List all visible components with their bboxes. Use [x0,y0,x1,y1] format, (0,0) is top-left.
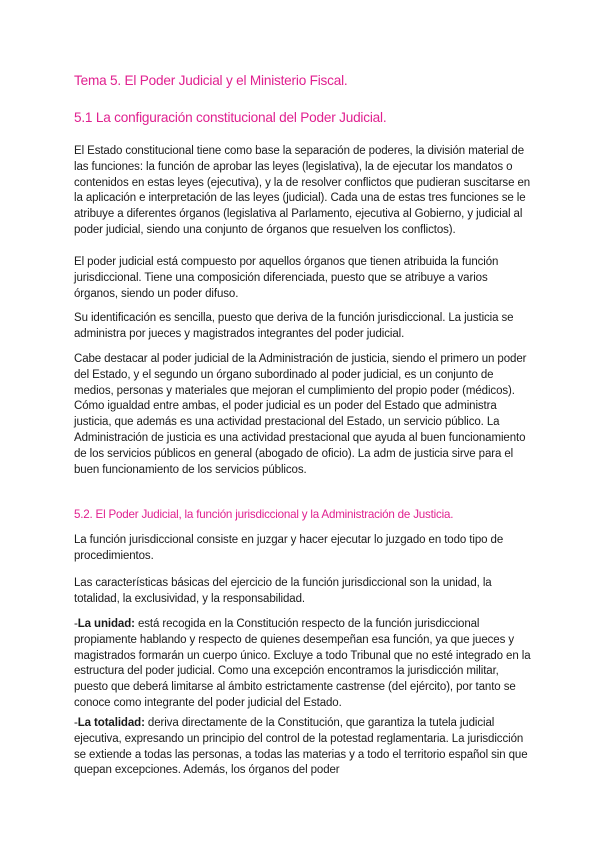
paragraph: El poder judicial está compuesto por aquellos órganos que tienen atribuida la función jurisdiccional. Tiene una composición diferenciada, puesto que se atribuye a varios órganos, siendo un poder difuso. [74,256,499,300]
paragraph: Su identificación es sencilla, puesto que deriva de la función jurisdiccional. La justicia se administra por jueces y magistrados integrantes del poder judicial. [74,312,514,340]
section-heading-5-2: 5.2. El Poder Judicial, la función jurisdiccional y la Administración de Justicia. [74,508,454,521]
document-title: Tema 5. El Poder Judicial y el Ministerio Fiscal. [74,73,348,88]
paragraph: La función jurisdiccional consiste en juzgar y hacer ejecutar lo juzgado en todo tipo de procedimientos. [74,534,504,562]
list-dash: - [74,618,78,630]
paragraph-totalidad [74,716,534,779]
term-text: deriva directamente de la Constitución, que garantiza la tutela judicial ejecutiva, expresando un principio del control de la potestad reglamentaria. La jurisdicción se extiende a todas las personas, a todas las materias y a todo el territorio español sin que quepan excepciones. Además, los órganos del poder [74,717,528,777]
paragraph: El Estado constitucional tiene como base la separación de poderes, la división material de las funciones: la función de aprobar las leyes (legislativa), la de ejecutar los mandatos o contenidos en estas leyes (ejecutiva), y la de resolver conflictos que pudieran suscitarse en la aplicación e interpretación de las leyes (judicial). Cada una de estas tres funciones se le atribuye a diferentes órganos (legislativa al Parlamento, ejecutiva al Gobierno, y judicial al poder judicial, siendo una conjunto de órganos que resuelven los conflictos). [74,145,531,236]
paragraph: Las características básicas del ejercicio de la función jurisdiccional son la unidad, la totalidad, la exclusividad, y la responsabilidad. [74,577,492,605]
list-dash: - [74,717,78,729]
term-label: La totalidad: [77,717,145,729]
term-label: La unidad: [77,618,135,630]
paragraph-unidad [74,617,534,712]
section-heading-5-1: 5.1 La configuración constitucional del Poder Judicial. [74,110,387,125]
term-text: está recogida en la Constitución respecto de la función jurisdiccional propiamente hablando y respecto de quienes desempeñan esa función, ya que jueces y magistrados formarán un cuerpo único. Excluye a todo Tribunal que no esté integrado en la estructura del poder judicial. Como una excepción encontramos la jurisdicción militar, puesto que deberá limitarse al ámbito estrictamente castrense (del ejército), por tanto se conoce como integrante del poder judicial del Estado. [74,618,531,709]
paragraph: Cabe destacar al poder judicial de la Administración de justicia, siendo el primero un poder del Estado, y el segundo un órgano subordinado al poder judicial, es un conjunto de medios, personas y materiales que mejoran el cumplimiento del propio poder (médicos). Cómo igualdad entre ambas, el poder judicial es un poder del Estado que administra justicia, que además es una actividad prestacional del Estado, un servicio público. La Administración de justicia es una actividad prestacional que ayuda al buen funcionamiento de los servicios públicos en general (abogado de oficio). La adm de justicia sirve para el buen funcionamiento de los servicios públicos. [74,353,527,476]
